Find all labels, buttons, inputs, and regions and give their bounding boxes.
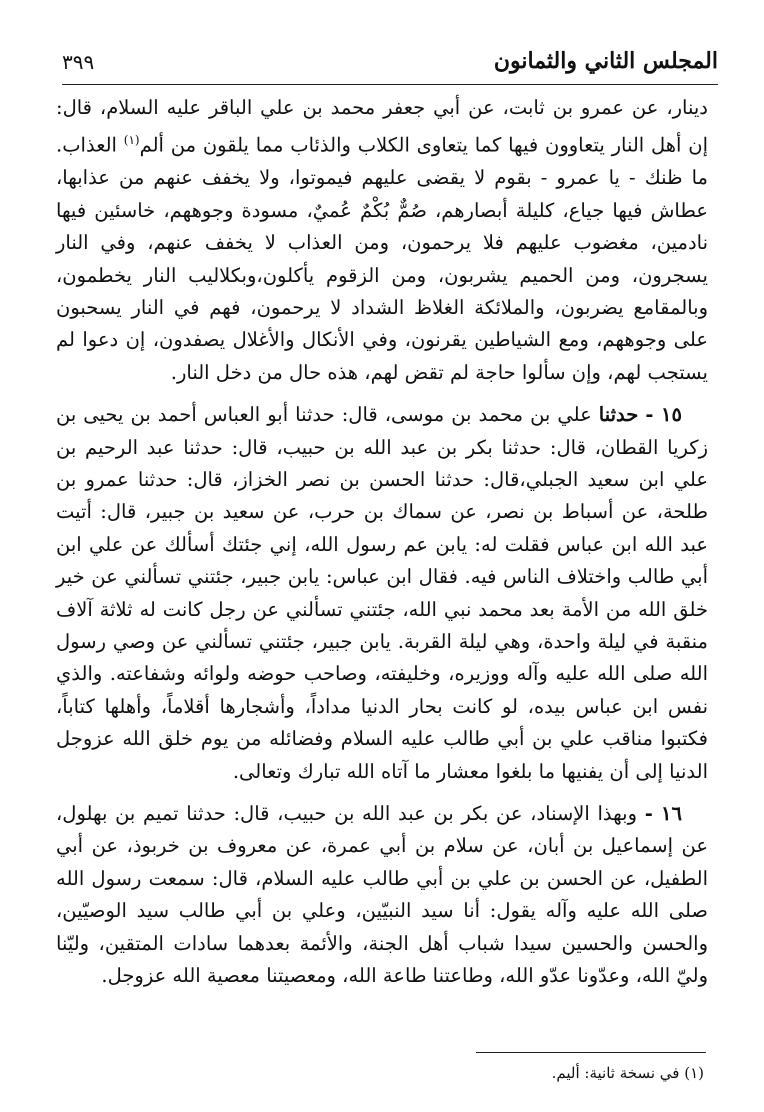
paragraph-text-after: العذاب. ما ظنك - يا عمرو - بقوم لا يقضى عليهم فيموتوا، ولا يخفف عنهم من عذابها، عطاش فيها جياع، كليلة أبصارهم، صُمٌّ بُكْمٌ عُميٌ، مسودة وجوههم، خاسئين فيها نادمين، مغضوب عليهم فلا يرحمون، ومن العذاب لا يخفف عنهم، وفي النار يسجرون، ومن الحميم يشربون، ومن الزقوم يأكلون،وبكلاليب النار يخطمون، وبالمقامع يضربون، والملائكة الغلاظ الشداد لا يرحمون، فهم في النار يسحبون على وجوههم، ومع الشياطين يقرنون، وفي الأنكال والأغلال يصفدون، إن دعوا لم يستجب لهم، وإن سألوا حاجة لم تقض لهم، هذه حال من دخل النار. [56, 133, 708, 384]
body-text [56, 92, 708, 1002]
hadith-paragraph-16 [56, 798, 708, 992]
page-number: ٣٩٩ [62, 50, 95, 74]
hadith-lead-word: حدثنا [598, 403, 639, 427]
paragraph-text: دينار، عن عمرو بن ثابت، عن أبي جعفر محمد بن علي الباقر عليه السلام، قال: إن أهل النار يتعاوون فيها كما يتعاوى الكلاب والذئاب مما يلقون من ألم [56, 96, 708, 157]
paragraph-text: وبهذا الإسناد، عن بكر بن عبد الله بن حبيب، قال: حدثنا تميم بن بهلول، عن إسماعيل بن أبان، عن سلام بن أبي عمرة، عن معروف بن خربوذ، عن أبي الطفيل، عن الحسن بن علي بن أبي طالب عليه السلام، قال: سمعت رسول الله صلى الله عليه وآله يقول: أنا سيد النبيّين، وعلي بن أبي طالب سيد الوصيّين، والحسن والحسين سيدا شباب أهل الجنة، والأئمة بعدهما سادات المتقين، وليّنا وليّ الله، وعدّونا عدّو الله، وطاعتنا طاعة الله، ومعصيتنا معصية الله عزوجل. [56, 802, 708, 988]
chapter-title: المجلس الثاني والثمانون [493, 48, 718, 74]
footnote-divider [476, 1052, 706, 1053]
hadith-number: ١٥ - [645, 403, 682, 427]
paragraph-continuation [56, 92, 708, 389]
running-header [62, 44, 718, 85]
footnote-ref: (١) [123, 133, 140, 148]
footnote: (١) في نسخة ثانية: أليم. [551, 1064, 704, 1082]
paragraph-text: علي بن محمد بن موسى، قال: حدثنا أبو العباس أحمد بن يحيى بن زكريا القطان، قال: حدثنا بكر بن عبد الله بن حبيب، قال: حدثنا عبد الرحيم بن علي ابن سعيد الجبلي،قال: حدثنا الحسن بن نصر الخزاز، قال: حدثنا عمرو بن طلحة، عن أسباط بن نصر، عن سماك بن حرب، عن سعيد بن جبير، قال: أتيت عبد الله ابن عباس فقلت له: يابن عم رسول الله، إني جئتك أسألك عن علي ابن أبي طالب واختلاف الناس فيه. فقال ابن عباس: يابن جبير، جئتني تسألني عن خير خلق الله من الأمة بعد محمد نبي الله، جئتني تسألني عن رجل كانت له ثلاثة آلاف منقبة في ليلة واحدة، وهي ليلة القربة. يابن جبير، جئتني تسألني عن وصي رسول الله صلى الله عليه وآله ووزيره، وخليفته، وصاحب حوضه ولوائه وشفاعته. والذي نفس ابن عباس بيده، لو كانت بحار الدنيا مداداً، وأشجارها أقلاماً، وأهلها كتاباً، فكتبوا مناقب علي بن أبي طالب عليه السلام وفضائله من يوم خلق الله عزوجل الدنيا إلى أن يفنيها ما بلغوا معشار ما آتاه الله تبارك وتعالى. [56, 403, 708, 783]
hadith-paragraph-15 [56, 399, 708, 788]
hadith-number: ١٦ - [644, 802, 682, 826]
